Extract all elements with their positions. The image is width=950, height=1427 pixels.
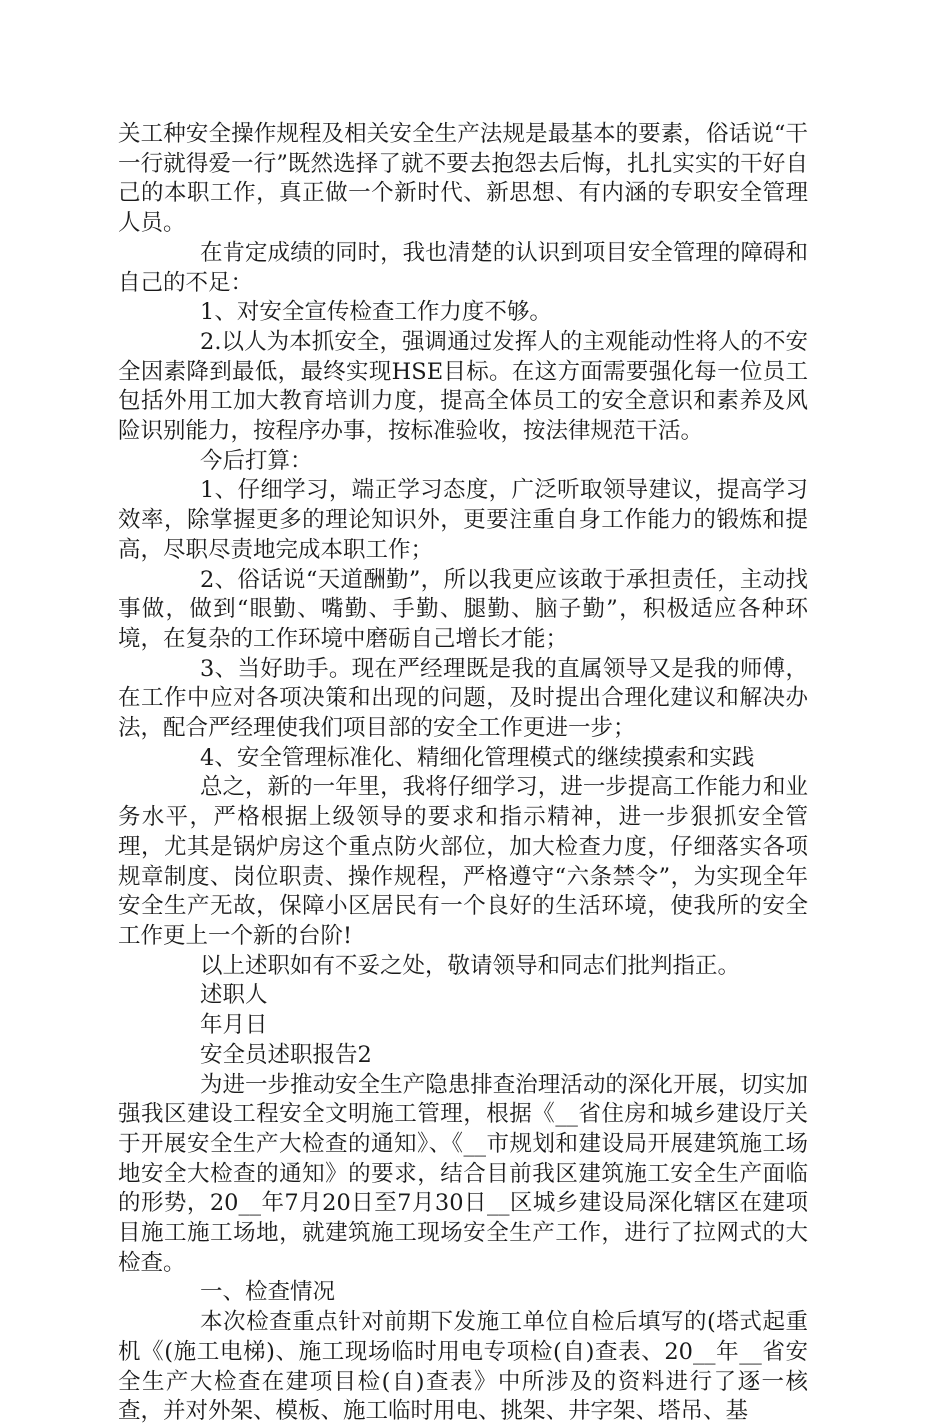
paragraph: 2、俗话说“天道酬勤”，所以我更应该敢于承担责任，主动找事做，做到“眼勤、嘴勤、手勤、腿勤、脑子勤”，积极适应各种环境，在复杂的工作环境中磨砺自己增长才能； xyxy=(118,566,808,652)
paragraph: 1、对安全宣传检查工作力度不够。 xyxy=(200,299,552,326)
paragraph: 总之，新的一年里，我将仔细学习，进一步提高工作能力和业务水平，严格根据上级领导的要求和指示精神，进一步狠抓安全管理，尤其是锅炉房这个重点防火部位，加大检查力度，仔细落实各项规章制度、岗位职责、操作规程，严格遵守“六条禁令”，为实现全年安全生产无故，保障小区居民有一个良好的生活环境，使我所的安全工作更上一个新的台阶! xyxy=(118,774,808,949)
document-body xyxy=(118,120,808,1427)
paragraph: 本次检查重点针对前期下发施工单位自检后填写的(塔式起重机《(施工电梯)、施工现场临时用电专项检(自)查表、20__年__省安全生产大检查在建项目检(自)查表》中所涉及的资料进行了逐一核查，并对外架、模板、施工临时用电、挑架、井字架、塔吊、基 xyxy=(118,1309,808,1425)
paragraph: 在肯定成绩的同时，我也清楚的认识到项目安全管理的障碍和自己的不足： xyxy=(118,239,808,296)
paragraph: 1、仔细学习，端正学习态度，广泛听取领导建议，提高学习效率，除掌握更多的理论知识外，更要注重自身工作能力的锻炼和提高，尽职尽责地完成本职工作； xyxy=(118,477,808,563)
paragraph: 3、当好助手。现在严经理既是我的直属领导又是我的师傅，在工作中应对各项决策和出现的问题，及时提出合理化建议和解决办法，配合严经理使我们项目部的安全工作更进一步； xyxy=(118,655,808,742)
date-label: 年月日 xyxy=(200,1012,268,1039)
section-heading: 一、检查情况 xyxy=(200,1279,336,1306)
paragraph: 今后打算： xyxy=(200,447,313,474)
paragraph: 为进一步推动安全生产隐患排查治理活动的深化开展，切实加强我区建设工程安全文明施工管理，根据《__省住房和城乡建设厅关于开展安全生产大检查的通知》、《__市规划和建设局开展建筑施工场地安全大检查的通知》的要求，结合目前我区建筑施工安全生产面临的形势，20__年7月20日至7月30日__区城乡建设局深化辖区在建项目施工施工场地，就建筑施工现场安全生产工作，进行了拉网式的大检查。 xyxy=(118,1071,808,1276)
paragraph: 2.以人为本抓安全，强调通过发挥人的主观能动性将人的不安全因素降到最低，最终实现HSE目标。在这方面需要强化每一位员工包括外用工加大教育培训力度，提高全体员工的安全意识和素养及风险识别能力，按程序办事，按标准验收，按法律规范干活。 xyxy=(118,328,808,445)
paragraph: 4、安全管理标准化、精细化管理模式的继续摸索和实践 xyxy=(200,744,755,771)
section-title: 安全员述职报告2 xyxy=(200,1041,372,1068)
paragraph: 以上述职如有不妥之处，敬请领导和同志们批判指正。 xyxy=(200,952,741,979)
paragraph: 关工种安全操作规程及相关安全生产法规是最基本的要素，俗话说“干一行就得爱一行”既然选择了就不要去抱怨去后悔，扎扎实实的干好自己的本职工作，真正做一个新时代、新思想、有内涵的专职安全管理人员。 xyxy=(118,121,808,237)
signature-label: 述职人 xyxy=(200,982,268,1009)
